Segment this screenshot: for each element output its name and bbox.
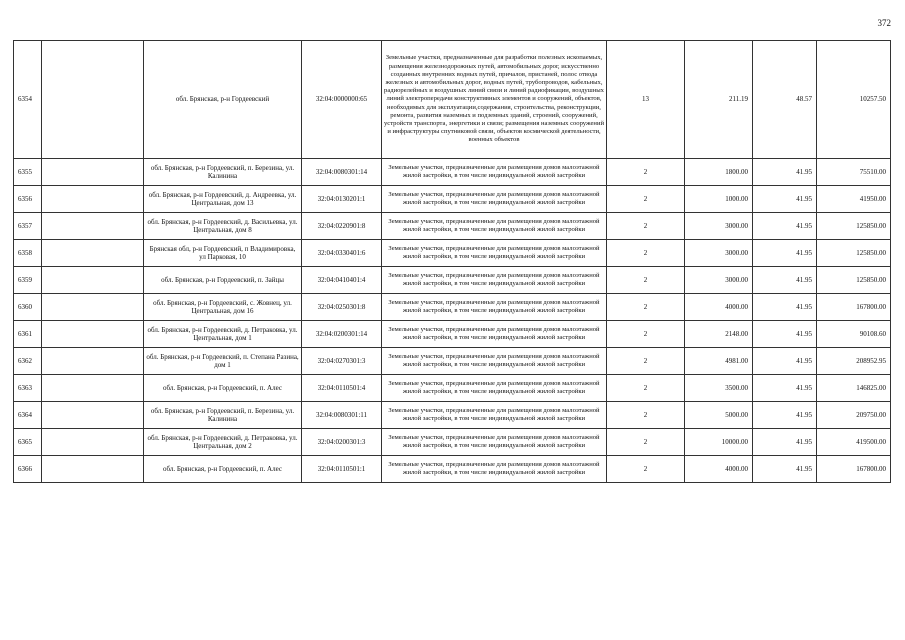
area-cell: 1000.00 [685,186,753,213]
address-cell: обл. Брянская, р-н Гордеевский, д. Петраковка, ул. Центральная, дом 1 [144,321,302,348]
area-cell: 211.19 [685,41,753,159]
use-group-code-cell: 2 [607,348,685,375]
use-group-code-cell: 2 [607,240,685,267]
specific-value-cell: 41.95 [753,267,817,294]
specific-value-cell: 41.95 [753,240,817,267]
cadastral-number-cell: 32:04:0080301:14 [302,159,382,186]
cadastral-value-cell: 167800.00 [817,456,891,483]
cadastral-number-cell: 32:04:0410401:4 [302,267,382,294]
use-group-code-cell: 2 [607,429,685,456]
use-group-code-cell: 2 [607,213,685,240]
table-row [14,321,891,348]
empty-cell [42,267,144,294]
cadastral-value-cell: 125850.00 [817,240,891,267]
cadastral-number-cell: 32:04:0220901:8 [302,213,382,240]
row-number: 6356 [14,186,42,213]
use-group-code-cell: 2 [607,186,685,213]
cadastral-number-cell: 32:04:0200301:3 [302,429,382,456]
use-group-code-cell: 2 [607,267,685,294]
cadastral-value-cell: 125850.00 [817,267,891,294]
row-number: 6364 [14,402,42,429]
cadastral-number-cell: 32:04:0270301:3 [302,348,382,375]
empty-cell [42,321,144,348]
use-group-code-cell: 2 [607,402,685,429]
address-cell: Брянская обл, р-н Гордеевский, п Владимировка, ул Парковая, 10 [144,240,302,267]
specific-value-cell: 41.95 [753,348,817,375]
specific-value-cell: 41.95 [753,375,817,402]
area-cell: 3500.00 [685,375,753,402]
address-cell: обл. Брянская, р-н Гордеевский, п. Зайцы [144,267,302,294]
area-cell: 3000.00 [685,213,753,240]
cadastral-value-cell: 125850.00 [817,213,891,240]
area-cell: 10000.00 [685,429,753,456]
cadastral-number-cell: 32:04:0080301:11 [302,402,382,429]
row-number: 6354 [14,41,42,159]
land-use-cell: Земельные участки, предназначенные для размещения домов малоэтажной жилой застройки, в том числе индивидуальной жилой застройки [382,294,607,321]
cadastral-value-cell: 90108.60 [817,321,891,348]
cadastral-value-table [13,40,891,483]
address-cell: обл. Брянская, р-н Гордеевский, д. Петраковка, ул. Центральная, дом 2 [144,429,302,456]
row-number: 6357 [14,213,42,240]
land-use-cell: Земельные участки, предназначенные для размещения домов малоэтажной жилой застройки, в том числе индивидуальной жилой застройки [382,267,607,294]
land-use-cell: Земельные участки, предназначенные для разработки полезных ископаемых, размещения железнодорожных путей, автомобильных дорог, искусственно созданных внутренних водных путей, причалов, пристаней, полос отвода железных и автомобильных дорог, водных путей, трубопроводов, кабельных, радиорелейных и воздушных линий связи и линий радиофикации, воздушных линий электропередачи конструктивных элементов и сооружений, объектов, необходимых для эксплуатации,содержания, строительства, реконструкции, ремонта, развития наземных и подземных зданий, строений, сооружений, устройств транспорта, энергетики и связи; размещения наземных сооружений и инфраструктуры спутниковой связи, объектов космической деятельности, военных объектов [382,41,607,159]
empty-cell [42,213,144,240]
cadastral-number-cell: 32:04:0110501:4 [302,375,382,402]
cadastral-number-cell: 32:04:0110501:1 [302,456,382,483]
address-cell: обл. Брянская, р-н Гордеевский [144,41,302,159]
row-number: 6366 [14,456,42,483]
specific-value-cell: 41.95 [753,213,817,240]
table-row [14,429,891,456]
land-use-cell: Земельные участки, предназначенные для размещения домов малоэтажной жилой застройки, в том числе индивидуальной жилой застройки [382,321,607,348]
table-row [14,456,891,483]
address-cell: обл. Брянская, р-н Гордеевский, п. Березина, ул. Калинина [144,159,302,186]
address-cell: обл. Брянская, р-н Гордеевский, с. Жовнец, ул. Центральная, дом 16 [144,294,302,321]
empty-cell [42,240,144,267]
cadastral-value-cell: 41950.00 [817,186,891,213]
address-cell: обл. Брянская, р-н Гордеевский, п. Степана Разина, дом 1 [144,348,302,375]
empty-cell [42,186,144,213]
specific-value-cell: 41.95 [753,429,817,456]
empty-cell [42,41,144,159]
row-number: 6363 [14,375,42,402]
use-group-code-cell: 2 [607,456,685,483]
cadastral-number-cell: 32:04:0200301:14 [302,321,382,348]
address-cell: обл. Брянская, р-н Гордеевский, п. Березина, ул. Калинина [144,402,302,429]
empty-cell [42,402,144,429]
use-group-code-cell: 2 [607,321,685,348]
empty-cell [42,348,144,375]
use-group-code-cell: 13 [607,41,685,159]
table-row [14,41,891,159]
row-number: 6359 [14,267,42,294]
land-use-cell: Земельные участки, предназначенные для размещения домов малоэтажной жилой застройки, в том числе индивидуальной жилой застройки [382,375,607,402]
table-row [14,159,891,186]
table-body [14,41,891,483]
empty-cell [42,375,144,402]
specific-value-cell: 41.95 [753,294,817,321]
use-group-code-cell: 2 [607,294,685,321]
area-cell: 5000.00 [685,402,753,429]
table-row [14,294,891,321]
row-number: 6360 [14,294,42,321]
table-row [14,186,891,213]
specific-value-cell: 48.57 [753,41,817,159]
cadastral-value-cell: 419500.00 [817,429,891,456]
cadastral-number-cell: 32:04:0000000:65 [302,41,382,159]
use-group-code-cell: 2 [607,375,685,402]
use-group-code-cell: 2 [607,159,685,186]
area-cell: 4000.00 [685,294,753,321]
address-cell: обл. Брянская, р-н Гордеевский, д. Андреевка, ул. Центральная, дом 13 [144,186,302,213]
specific-value-cell: 41.95 [753,456,817,483]
cadastral-value-cell: 146825.00 [817,375,891,402]
specific-value-cell: 41.95 [753,186,817,213]
area-cell: 4000.00 [685,456,753,483]
land-use-cell: Земельные участки, предназначенные для размещения домов малоэтажной жилой застройки, в том числе индивидуальной жилой застройки [382,429,607,456]
page-number: 372 [877,18,891,28]
cadastral-number-cell: 32:04:0130201:1 [302,186,382,213]
table-row [14,213,891,240]
cadastral-value-cell: 208952.95 [817,348,891,375]
cadastral-value-cell: 75510.00 [817,159,891,186]
address-cell: обл. Брянская, р-н Гордеевский, п. Алес [144,456,302,483]
land-use-cell: Земельные участки, предназначенные для размещения домов малоэтажной жилой застройки, в том числе индивидуальной жилой застройки [382,456,607,483]
land-use-cell: Земельные участки, предназначенные для размещения домов малоэтажной жилой застройки, в том числе индивидуальной жилой застройки [382,213,607,240]
area-cell: 2148.00 [685,321,753,348]
land-use-cell: Земельные участки, предназначенные для размещения домов малоэтажной жилой застройки, в том числе индивидуальной жилой застройки [382,348,607,375]
table-row [14,375,891,402]
land-use-cell: Земельные участки, предназначенные для размещения домов малоэтажной жилой застройки, в том числе индивидуальной жилой застройки [382,240,607,267]
address-cell: обл. Брянская, р-н Гордеевский, д. Васильевка, ул. Центральная, дом 8 [144,213,302,240]
row-number: 6365 [14,429,42,456]
empty-cell [42,456,144,483]
cadastral-value-cell: 167800.00 [817,294,891,321]
cadastral-number-cell: 32:04:0250301:8 [302,294,382,321]
empty-cell [42,159,144,186]
cadastral-value-cell: 10257.50 [817,41,891,159]
row-number: 6355 [14,159,42,186]
row-number: 6362 [14,348,42,375]
land-use-cell: Земельные участки, предназначенные для размещения домов малоэтажной жилой застройки, в том числе индивидуальной жилой застройки [382,402,607,429]
empty-cell [42,294,144,321]
land-use-cell: Земельные участки, предназначенные для размещения домов малоэтажной жилой застройки, в том числе индивидуальной жилой застройки [382,159,607,186]
specific-value-cell: 41.95 [753,159,817,186]
table-row [14,267,891,294]
area-cell: 4981.00 [685,348,753,375]
area-cell: 3000.00 [685,267,753,294]
land-use-cell: Земельные участки, предназначенные для размещения домов малоэтажной жилой застройки, в том числе индивидуальной жилой застройки [382,186,607,213]
table-row [14,348,891,375]
area-cell: 1800.00 [685,159,753,186]
specific-value-cell: 41.95 [753,402,817,429]
row-number: 6361 [14,321,42,348]
table-row [14,402,891,429]
empty-cell [42,429,144,456]
address-cell: обл. Брянская, р-н Гордеевский, п. Алес [144,375,302,402]
table-row [14,240,891,267]
cadastral-value-cell: 209750.00 [817,402,891,429]
specific-value-cell: 41.95 [753,321,817,348]
area-cell: 3000.00 [685,240,753,267]
cadastral-number-cell: 32:04:0330401:6 [302,240,382,267]
row-number: 6358 [14,240,42,267]
